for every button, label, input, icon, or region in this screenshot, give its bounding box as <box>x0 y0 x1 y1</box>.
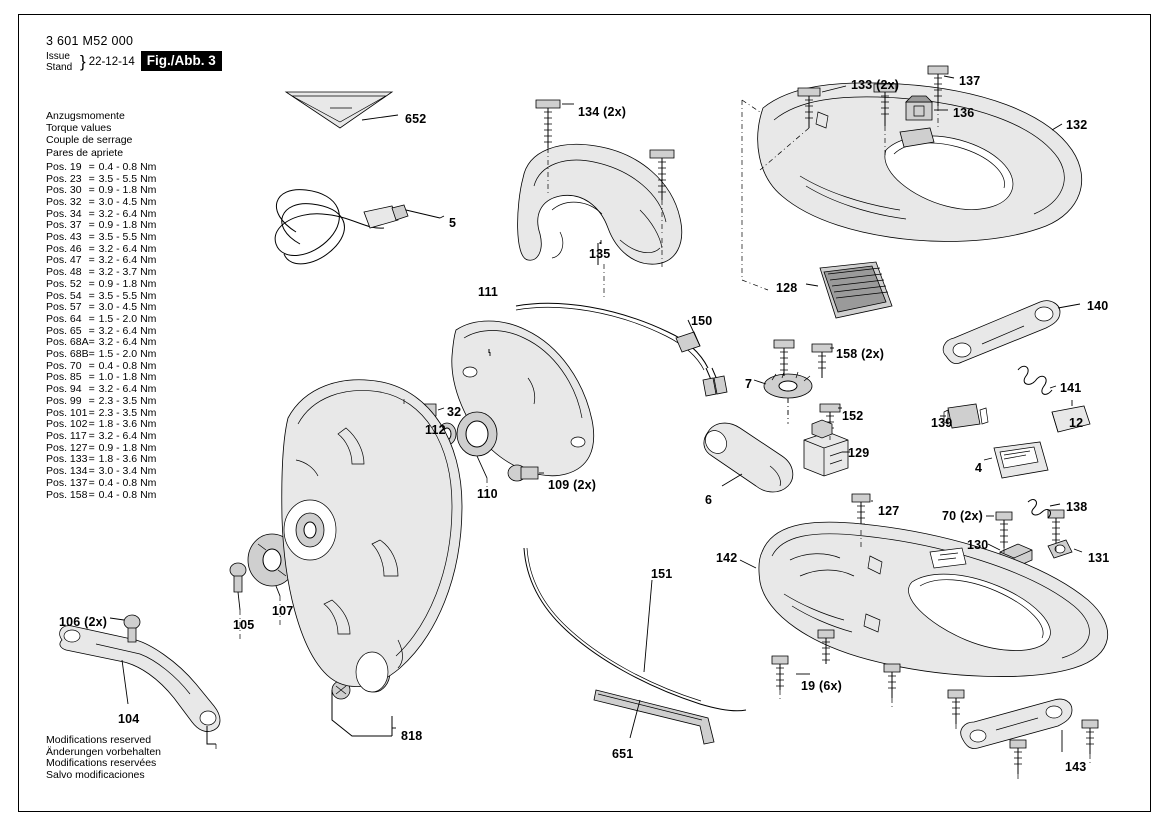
torque-value: 1.8 - 3.6 Nm <box>98 453 157 466</box>
callout-140: 140 <box>1087 299 1109 313</box>
torque-equals: = <box>88 277 95 290</box>
part-105-screw <box>230 563 246 610</box>
callout-136: 136 <box>953 106 975 120</box>
torque-position: Pos. 85 <box>46 371 82 384</box>
callout-134: 134 (2x) <box>578 105 627 119</box>
torque-equals: = <box>88 184 95 197</box>
torque-position: Pos. 101 <box>46 406 88 419</box>
torque-equals: = <box>88 476 95 489</box>
brace-icon: } <box>80 52 86 71</box>
torque-value: 3.2 - 6.4 Nm <box>98 242 157 255</box>
torque-equals: = <box>88 312 95 325</box>
torque-value: 0.9 - 1.8 Nm <box>98 184 157 197</box>
callout-135: 135 <box>589 247 611 261</box>
callout-158: 158 (2x) <box>836 347 885 361</box>
torque-title-de: Anzugsmomente <box>46 110 125 122</box>
torque-position: Pos. 117 <box>46 429 87 442</box>
callout-106: 106 (2x) <box>59 615 108 629</box>
callout-143: 143 <box>1065 760 1087 774</box>
torque-value: 0.4 - 0.8 Nm <box>98 359 157 372</box>
torque-value: 0.4 - 0.8 Nm <box>98 488 157 501</box>
torque-value: 1.0 - 1.8 Nm <box>98 371 157 384</box>
part-104-bracket <box>60 626 220 732</box>
torque-equals: = <box>88 254 95 267</box>
torque-position: Pos. 68A <box>46 336 89 349</box>
callout-138: 138 <box>1066 500 1088 514</box>
torque-equals: = <box>88 406 95 419</box>
part-141-spring <box>1018 366 1056 394</box>
part-70-screws <box>986 510 1064 548</box>
part-652-triangular-plate <box>286 92 398 128</box>
torque-equals: = <box>88 219 95 232</box>
torque-equals: = <box>88 266 95 279</box>
torque-position: Pos. 137 <box>46 476 88 489</box>
callout-109: 109 (2x) <box>548 478 597 492</box>
torque-position: Pos. 68B <box>46 348 89 361</box>
torque-value: 0.4 - 0.8 Nm <box>98 476 157 489</box>
torque-equals: = <box>88 242 95 255</box>
callout-137: 137 <box>959 74 981 88</box>
torque-title-en: Torque values <box>46 122 112 135</box>
callout-4: 4 <box>975 461 983 475</box>
torque-equals: = <box>88 371 95 384</box>
torque-position: Pos. 65 <box>46 324 82 337</box>
footer-line-fr: Modifications reservées <box>46 757 157 770</box>
callout-128: 128 <box>776 281 798 295</box>
torque-equals: = <box>88 465 95 478</box>
torque-value: 0.9 - 1.8 Nm <box>98 277 157 290</box>
torque-position: Pos. 99 <box>46 394 82 407</box>
callout-19: 19 (6x) <box>801 679 843 693</box>
part-110-bearing-ring <box>457 412 497 478</box>
torque-value: 3.0 - 3.4 Nm <box>98 465 157 478</box>
torque-equals: = <box>88 324 95 337</box>
callout-652: 652 <box>405 112 427 126</box>
torque-position: Pos. 134 <box>46 465 88 478</box>
torque-value: 3.2 - 6.4 Nm <box>98 324 157 337</box>
callout-7: 7 <box>745 377 753 391</box>
torque-equals: = <box>88 383 95 396</box>
torque-position: Pos. 52 <box>46 277 82 290</box>
torque-position: Pos. 54 <box>46 289 82 302</box>
part-129-switch-block <box>804 420 850 476</box>
torque-equals: = <box>88 348 95 361</box>
torque-value: 3.5 - 5.5 Nm <box>98 231 157 244</box>
torque-value: 1.5 - 2.0 Nm <box>98 312 157 325</box>
torque-position: Pos. 34 <box>46 207 82 220</box>
part-number: 3 601 M52 000 <box>46 34 134 48</box>
torque-position: Pos. 43 <box>46 231 82 244</box>
torque-position: Pos. 19 <box>46 160 82 173</box>
part-151-wire-rod <box>524 548 746 711</box>
torque-equals: = <box>88 289 95 302</box>
torque-value: 0.9 - 1.8 Nm <box>98 441 157 454</box>
torque-equals: = <box>88 429 95 442</box>
footer-line-de: Änderungen vorbehalten <box>46 745 162 758</box>
callout-104: 104 <box>118 712 140 726</box>
torque-equals: = <box>88 195 95 208</box>
footer-line-es: Salvo modificaciones <box>46 769 145 782</box>
part-128-carbon-module <box>806 262 892 318</box>
part-140-bar <box>943 301 1080 364</box>
torque-position: Pos. 37 <box>46 219 82 232</box>
callout-129: 129 <box>848 446 870 460</box>
torque-equals: = <box>88 453 95 466</box>
torque-value: 2.3 - 3.5 Nm <box>98 406 157 419</box>
torque-value: 3.2 - 6.4 Nm <box>98 254 157 267</box>
callout-152: 152 <box>842 409 864 423</box>
torque-position: Pos. 64 <box>46 312 82 325</box>
torque-value: 0.9 - 1.8 Nm <box>98 219 157 232</box>
torque-value: 3.2 - 6.4 Nm <box>98 207 157 220</box>
torque-value: 3.0 - 4.5 Nm <box>98 301 157 314</box>
callout-112: 112 <box>425 423 446 437</box>
callout-139: 139 <box>931 416 953 430</box>
torque-position: Pos. 133 <box>46 453 88 466</box>
torque-position: Pos. 70 <box>46 359 82 372</box>
part-5-power-cord <box>275 190 444 264</box>
torque-value: 1.8 - 3.6 Nm <box>98 418 157 431</box>
torque-equals: = <box>88 488 95 501</box>
callout-131: 131 <box>1088 551 1110 565</box>
callout-132: 132 <box>1066 118 1088 132</box>
torque-equals: = <box>88 231 95 244</box>
torque-equals: = <box>88 394 95 407</box>
torque-position: Pos. 57 <box>46 301 82 314</box>
torque-equals: = <box>88 207 95 220</box>
torque-value: 3.5 - 5.5 Nm <box>98 172 157 185</box>
callout-105: 105 <box>233 618 255 632</box>
footer-line-en: Modifications reserved <box>46 734 152 746</box>
torque-value: 2.3 - 3.5 Nm <box>98 394 157 407</box>
callout-32: 32 <box>447 405 462 419</box>
torque-equals: = <box>88 418 95 431</box>
torque-equals: = <box>88 172 95 185</box>
torque-equals: = <box>88 441 95 454</box>
torque-equals: = <box>88 301 95 314</box>
torque-value: 3.0 - 4.5 Nm <box>98 195 157 208</box>
torque-equals: = <box>88 359 95 372</box>
figure-badge: Fig./Abb. 3 <box>141 51 222 71</box>
torque-title-es: Pares de apriete <box>46 146 124 159</box>
torque-position: Pos. 158 <box>46 488 88 501</box>
torque-value: 3.2 - 3.7 Nm <box>98 266 157 279</box>
callout-141: 141 <box>1060 381 1082 395</box>
torque-position: Pos. 127 <box>46 441 88 454</box>
callout-818: 818 <box>401 729 423 743</box>
torque-position: Pos. 30 <box>46 184 82 197</box>
part-6-roller <box>701 423 793 492</box>
torque-position: Pos. 23 <box>46 172 82 185</box>
callout-133: 133 (2x) <box>851 78 900 92</box>
callout-151: 151 <box>651 567 673 581</box>
torque-position: Pos. 47 <box>46 254 82 267</box>
callout-150: 150 <box>691 314 713 328</box>
callout-6: 6 <box>705 493 713 507</box>
callout-107: 107 <box>272 604 294 618</box>
torque-equals: = <box>88 160 95 173</box>
torque-value: 3.5 - 5.5 Nm <box>98 289 157 302</box>
issue-date: 22-12-14 <box>88 56 135 68</box>
callout-127: 127 <box>878 504 900 518</box>
torque-position: Pos. 94 <box>46 383 82 396</box>
torque-equals: = <box>88 336 95 349</box>
stand-label: Stand <box>46 62 73 73</box>
callout-5: 5 <box>449 216 457 230</box>
torque-title-fr: Couple de serrage <box>46 134 133 147</box>
callout-110: 110 <box>477 487 498 501</box>
torque-value: 3.2 - 6.4 Nm <box>98 383 157 396</box>
torque-value: 3.2 - 6.4 Nm <box>98 336 157 349</box>
torque-position: Pos. 32 <box>46 195 82 208</box>
callout-111: 111 <box>478 285 499 299</box>
callout-12: 12 <box>1069 416 1084 430</box>
torque-position: Pos. 48 <box>46 266 82 279</box>
callout-651: 651 <box>612 747 634 761</box>
torque-value: 3.2 - 6.4 Nm <box>98 429 157 442</box>
torque-position: Pos. 102 <box>46 418 88 431</box>
part-7-spacer-plate <box>754 372 812 398</box>
callout-130: 130 <box>967 538 989 552</box>
part-651-hex-key <box>594 690 714 744</box>
torque-value: 1.5 - 2.0 Nm <box>98 348 157 361</box>
torque-position: Pos. 46 <box>46 242 82 255</box>
issue-label: Issue <box>46 51 70 62</box>
torque-value: 0.4 - 0.8 Nm <box>98 160 157 173</box>
callout-142: 142 <box>716 551 738 565</box>
part-4-label-block <box>984 442 1048 478</box>
callout-70: 70 (2x) <box>942 509 984 523</box>
